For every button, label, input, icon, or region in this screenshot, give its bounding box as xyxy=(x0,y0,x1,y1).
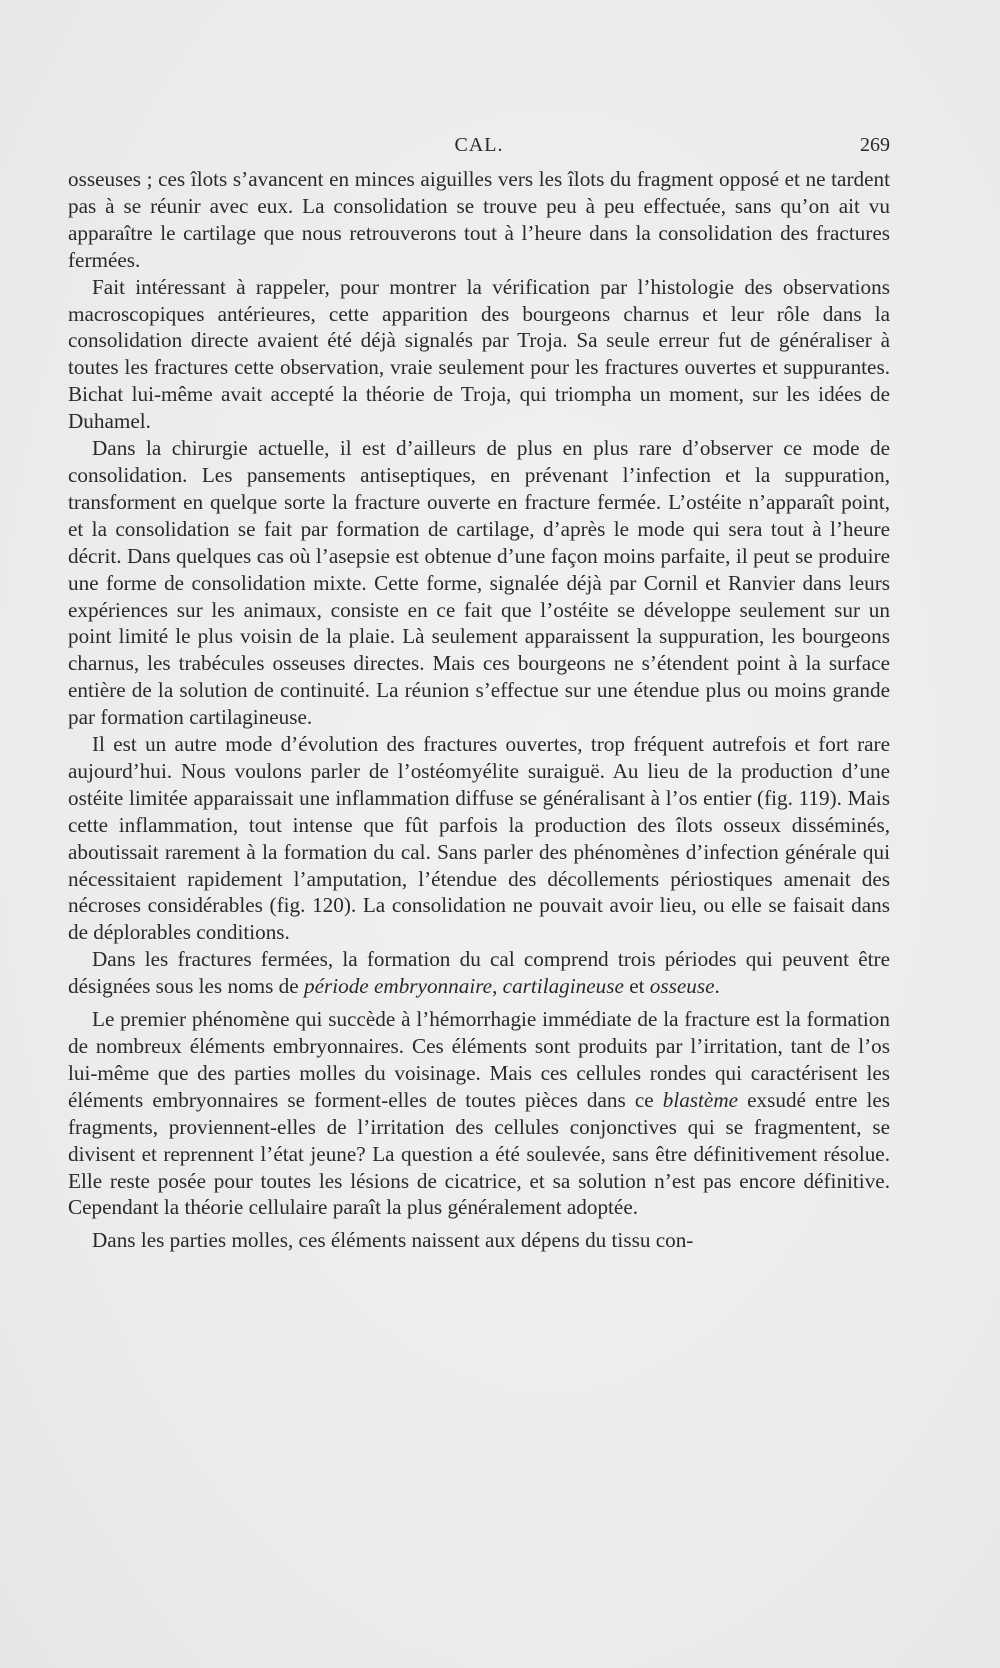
italic-term: période embryonnaire xyxy=(303,974,493,999)
body-text xyxy=(68,166,890,1254)
paragraph-text: Dans les fractures fermées, la formation du cal comprend trois périodes qui peuvent être désignées sous les noms de xyxy=(68,947,890,999)
paragraph: Dans les parties molles, ces éléments naissent aux dépens du tissu con- xyxy=(92,1228,694,1253)
paragraph-text: exsudé entre les fragments, proviennent-elles de l’irritation des cellules conjonctives qui se fragmentent, se divisent et reprennent l’état jeune? La question a été soulevée, sans être définitivement résolue. Elle reste posée pour toutes les lésions de cicatrice, et sa solution n’est pas encore définitive. Cependant la théorie cellulaire paraît la plus généralement adoptée. xyxy=(68,1087,890,1220)
paragraph: Il est un autre mode d’évolution des fractures ouvertes, trop fréquent autrefois et fort rare aujourd’hui. Nous voulons parler de l’ostéomyélite suraiguë. Au lieu de la production d’une ostéite limitée apparaissait une inflammation diffuse se généralisant à l’os entier (fig. 119). Mais cette inflammation, tout intense que fût parfois la production des îlots osseux disséminés, aboutissait rarement à la formation du cal. Sans parler des phénomènes d’infection générale qui nécessitaient rapidement l’amputation, l’étendue des décollements périostiques amenait des nécroses considérables (fig. 120). La consolidation ne pouvait avoir lieu, ou elle se faisait dans de déplorables conditions. xyxy=(68,732,890,945)
paragraph: osseuses ; ces îlots s’avancent en minces aiguilles vers les îlots du fragment opposé et ne tardent pas à se réunir avec eux. La consolidation se trouve peu à peu effectuée, sans qu’on ait vu apparaître le cartilage que nous retrouverons tout à l’heure dans la consolidation des fractures fermées. xyxy=(68,167,890,272)
italic-term: cartilagineuse xyxy=(502,974,624,999)
paragraph-text: , xyxy=(492,974,503,999)
italic-term: blastème xyxy=(662,1087,739,1112)
running-head xyxy=(68,134,890,160)
paragraph: Fait intéressant à rappeler, pour montrer la vérification par l’histologie des observations macroscopiques antérieures, cette apparition des bourgeons charnus et leur rôle dans la consolidation directe avaient été déjà signalés par Troja. Sa seule erreur fut de généraliser à toutes les fractures cette observation, vraie seulement pour les fractures ouvertes et suppurantes. Bichat lui-même avait accepté la théorie de Troja, qui triompha un moment, sur les idées de Duhamel. xyxy=(68,274,890,434)
page-number: 269 xyxy=(860,134,890,156)
paragraph xyxy=(68,946,890,1000)
paragraph-text: et xyxy=(623,974,650,999)
running-title: CAL. xyxy=(454,134,504,156)
paragraph xyxy=(68,1006,890,1221)
italic-term: osseuse xyxy=(649,974,715,999)
paragraph-text: Le premier phénomène qui succède à l’hémorrhagie immédiate de la fracture est la formation de nombreux éléments embryonnaires. Ces éléments sont produits par l’irritation, tant de l’os lui-même que des parties molles du voisinage. Mais ces cellules rondes qui caractérisent les éléments embryonnaires se forment-elles de toutes pièces dans ce xyxy=(68,1007,890,1112)
paragraph: Dans la chirurgie actuelle, il est d’ailleurs de plus en plus rare d’observer ce mode de consolidation. Les pansements antiseptiques, en prévenant l’infection et la suppuration, transforment en quelque sorte la fracture ouverte en fracture fermée. L’ostéite n’apparaît point, et la consolidation se fait par formation de cartilage, d’après le mode qui sera tout à l’heure décrit. Dans quelques cas où l’asepsie est obtenue d’une façon moins parfaite, il peut se produire une forme de consolidation mixte. Cette forme, signalée déjà par Cornil et Ranvier dans leurs expériences sur les animaux, consiste en ce fait que l’ostéite se développe seulement sur un point limité le plus voisin de la plaie. Là seulement apparaissent la suppuration, les bourgeons charnus, les trabécules osseuses directes. Mais ces bourgeons ne s’étendent point à la surface entière de la solution de continuité. La réunion s’effectue sur une étendue plus ou moins grande par formation cartilagineuse. xyxy=(68,436,890,730)
paragraph-text: . xyxy=(714,974,720,999)
